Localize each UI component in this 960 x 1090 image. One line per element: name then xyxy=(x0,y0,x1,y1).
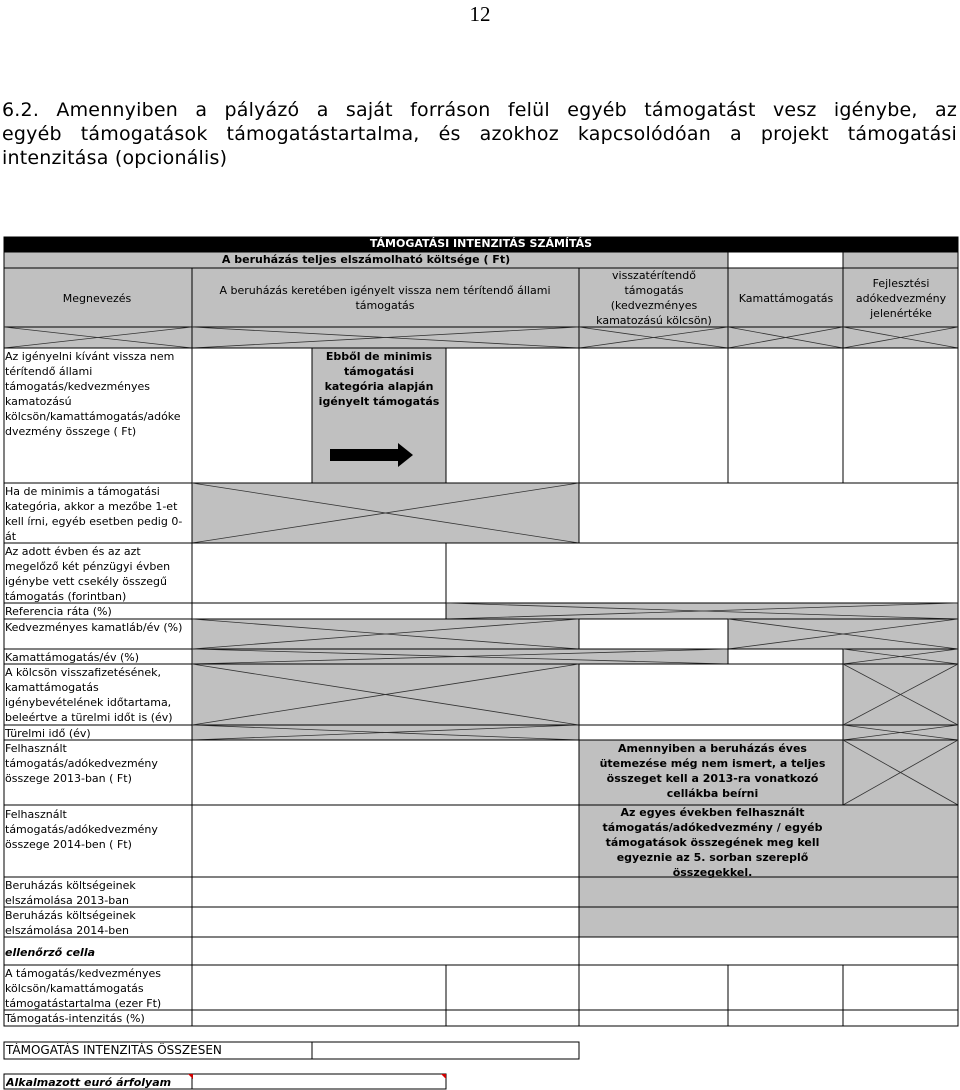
col-header-megnevezes: Megnevezés xyxy=(62,292,132,305)
row-label-15: Támogatás-intenzitás (%) xyxy=(5,1012,145,1025)
row11-gray xyxy=(579,877,958,907)
col-header-non-refundable: A beruházás keretében igényelt vissza nem térítendő állami támogatás xyxy=(219,284,551,312)
row-label-4: Referencia ráta (%) xyxy=(5,605,112,618)
row12-gray xyxy=(579,907,958,937)
page-number: 12 xyxy=(469,2,491,26)
row12-values xyxy=(192,907,579,937)
heading-line-3: intenzitása (opcionális) xyxy=(2,147,228,169)
row-label-9: Felhasznált támogatás/adókedvezmény összege 2013-ban ( Ft) xyxy=(5,742,158,785)
row-label-1: Az igényelni kívánt vissza nem térítendő állami támogatás/kedvezményes kamatozású kölcsön/kamattámogatás/adóke dvezmény összege ( Ft) xyxy=(5,350,181,438)
row-label-5: Kedvezményes kamatláb/év (%) xyxy=(5,621,183,634)
note-annual-schedule: Amennyiben a beruházás éves ütemezése még nem ismert, a teljes összeget kell a 2013-ra vonatkozó cellákba beírni xyxy=(599,742,826,800)
total-cost-input xyxy=(728,252,843,268)
row9-values xyxy=(192,740,579,805)
col-header-interest: Kamattámogatás xyxy=(738,292,834,305)
col-header-tax-benefit: Fejlesztési adókedvezmény jelenértéke xyxy=(855,277,947,320)
row1-tax xyxy=(843,348,958,483)
row1-value xyxy=(192,348,312,483)
row15-values xyxy=(192,1010,579,1026)
row3-rest xyxy=(446,543,958,603)
heading-line-1: 6.2. Amennyiben a pályázó a saját forráson felül egyéb támogatást vesz igénybe, az xyxy=(2,99,957,121)
row-label-11: Beruházás költségeinek elszámolása 2013-ban xyxy=(5,879,136,907)
row10-values xyxy=(192,805,579,877)
col-header-refundable: visszatérítendő támogatás (kedvezményes kamatozású kölcsön) xyxy=(596,269,712,327)
row-label-3: Az adott évben és az azt megelőző két pénzügyi évben igénybe vett csekély összegű támogatás (forintban) xyxy=(5,545,171,603)
deminimis-box: Ebből de minimis támogatási kategória alapján igényelt támogatás xyxy=(318,350,440,408)
row2-values xyxy=(579,483,958,543)
row-label-8: Türelmi idő (év) xyxy=(5,727,91,740)
row11-values xyxy=(192,877,579,907)
row14-values xyxy=(192,965,579,1010)
table-title: TÁMOGATÁSI INTENZITÁS SZÁMÍTÁS xyxy=(369,237,593,250)
row-label-12: Beruházás költségeinek elszámolása 2014-ben xyxy=(5,909,136,937)
row6-value xyxy=(728,649,843,664)
row-label-7: A kölcsön visszafizetésének, kamattámogatás igénybevételének időtartama, beleértve a türelmi időt is (év) xyxy=(5,666,173,724)
row-label-10: Felhasznált támogatás/adókedvezmény összege 2014-ben ( Ft) xyxy=(5,808,158,851)
row15-rest xyxy=(579,1010,958,1026)
heading-line-2: egyéb támogatások támogatástartalma, és azokhoz kapcsolódóan a projekt támogatási xyxy=(2,123,957,145)
row-label-2: Ha de minimis a támogatási kategória, akkor a mezőbe 1-et kell írni, egyéb esetben pedig 0-át xyxy=(5,485,183,543)
row13-rest xyxy=(579,937,958,965)
row3-value xyxy=(192,543,446,603)
row1-deminimis-value xyxy=(446,348,579,483)
row7-value xyxy=(579,664,843,725)
row4-value xyxy=(192,603,446,619)
row5-value xyxy=(579,619,728,649)
row14-rest xyxy=(579,965,958,1010)
row-label-14: A támogatás/kedvezményes kölcsön/kamattámogatás támogatástartalma (ezer Ft) xyxy=(5,967,162,1010)
row-label-6: Kamattámogatás/év (%) xyxy=(5,651,140,664)
total-intensity-value xyxy=(312,1042,579,1059)
row-label-13: ellenőrző cella xyxy=(5,946,96,959)
total-intensity-label: TÁMOGATÁS INTENZITÁS ÖSSZESEN xyxy=(6,1043,222,1057)
exchange-rate-label: Alkalmazott euró árfolyam xyxy=(6,1076,172,1089)
note-amounts-match: Az egyes években felhasznált támogatás/adókedvezmény / egyéb támogatások összegének meg kell egyeznie az 5. sorban szereplő összegekkel. xyxy=(602,806,823,879)
exchange-rate-value xyxy=(192,1074,446,1089)
total-cost-label: A beruházás teljes elszámolható költsége ( Ft) xyxy=(221,253,511,266)
row8-value xyxy=(579,725,843,740)
row1-refundable xyxy=(579,348,728,483)
row13-values xyxy=(192,937,579,965)
row1-interest xyxy=(728,348,843,483)
